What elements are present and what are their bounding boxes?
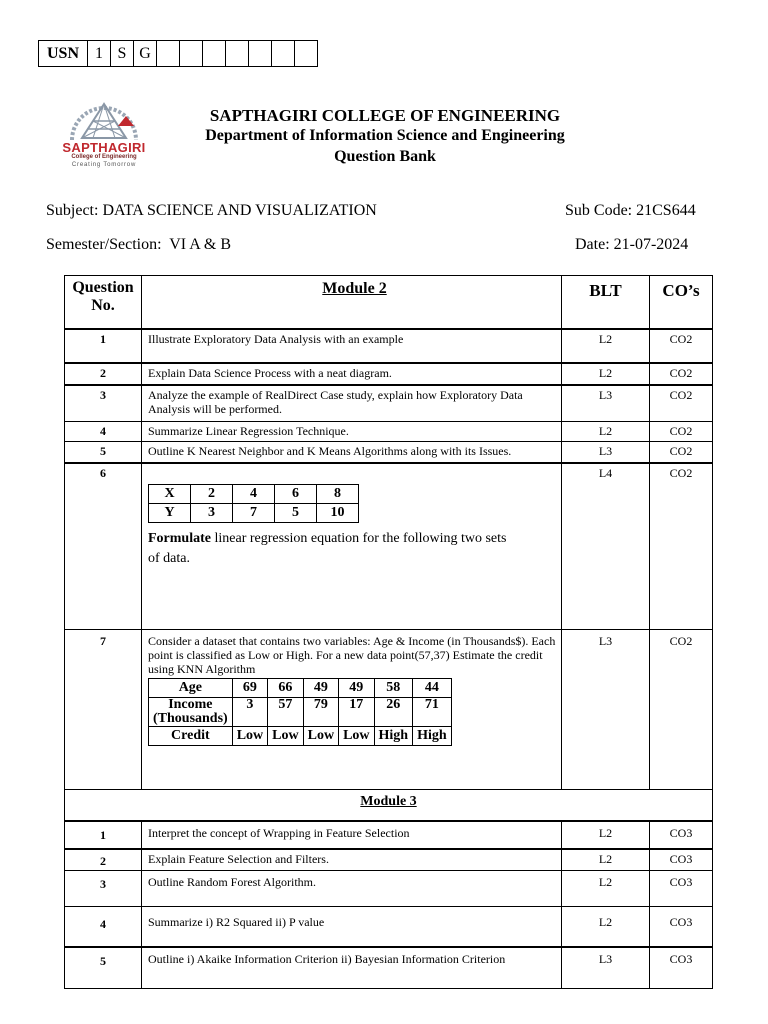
table-cell: High bbox=[374, 726, 413, 745]
table-cell: 4 bbox=[233, 485, 275, 504]
course-outcome: CO2 bbox=[650, 421, 713, 441]
question-number: 5 bbox=[65, 947, 142, 989]
blt-level: L2 bbox=[562, 849, 650, 871]
header-text: Question bbox=[72, 279, 134, 296]
question-number: 2 bbox=[65, 849, 142, 871]
table-cell: 71 bbox=[413, 697, 452, 726]
table-cell: Low bbox=[268, 726, 303, 745]
y-row bbox=[149, 504, 359, 523]
department-name: Department of Information Science and Engineering bbox=[205, 127, 565, 144]
question-number: 1 bbox=[65, 821, 142, 849]
blt-header: BLT bbox=[562, 276, 650, 330]
usn-char bbox=[157, 41, 180, 67]
xy-data-table bbox=[148, 484, 359, 523]
question-text: Explain Feature Selection and Filters. bbox=[142, 849, 562, 871]
college-name: SAPTHAGIRI COLLEGE OF ENGINEERING bbox=[209, 106, 561, 125]
blt-level: L2 bbox=[562, 421, 650, 441]
module-2-header: Module 2 bbox=[142, 276, 562, 330]
usn-box bbox=[38, 40, 318, 67]
table-cell: 17 bbox=[339, 697, 374, 726]
x-row bbox=[149, 485, 359, 504]
table-cell: 10 bbox=[317, 504, 359, 523]
blt-level: L2 bbox=[562, 821, 650, 849]
course-outcome: CO3 bbox=[650, 849, 713, 871]
table-row bbox=[65, 849, 713, 871]
table-cell: 26 bbox=[374, 697, 413, 726]
knn-data-table bbox=[148, 678, 452, 746]
course-outcome: CO3 bbox=[650, 907, 713, 947]
usn-char: 1 bbox=[88, 41, 111, 67]
question-text bbox=[142, 629, 562, 789]
date-line: Date: 21-07-2024 bbox=[575, 236, 689, 253]
question-text: Analyze the example of RealDirect Case study, explain how Exploratory Data Analysis will be performed. bbox=[142, 385, 562, 421]
question-text: Summarize i) R2 Squared ii) P value bbox=[142, 907, 562, 947]
blt-level: L3 bbox=[562, 385, 650, 421]
usn-char bbox=[203, 41, 226, 67]
blt-level: L4 bbox=[562, 463, 650, 629]
question-number: 1 bbox=[65, 329, 142, 363]
question-text: Outline Random Forest Algorithm. bbox=[142, 871, 562, 907]
course-outcome: CO2 bbox=[650, 329, 713, 363]
blt-level: L3 bbox=[562, 629, 650, 789]
usn-char bbox=[180, 41, 203, 67]
logo-tagline: Creating Tomorrow bbox=[71, 162, 137, 168]
income-unit-label: (Thousands) bbox=[153, 710, 228, 726]
income-label-cell bbox=[149, 697, 233, 726]
question-text: Interpret the concept of Wrapping in Feature Selection bbox=[142, 821, 562, 849]
blt-level: L2 bbox=[562, 907, 650, 947]
table-row bbox=[65, 329, 713, 363]
blt-level: L3 bbox=[562, 441, 650, 463]
table-cell: Credit bbox=[149, 726, 233, 745]
table-cell: 3 bbox=[232, 697, 267, 726]
table-cell: 8 bbox=[317, 485, 359, 504]
semester-section: Semester/Section: VI A & B bbox=[46, 236, 232, 253]
usn-char bbox=[272, 41, 295, 67]
question-text: Illustrate Exploratory Data Analysis with an example bbox=[142, 329, 562, 363]
blt-level: L2 bbox=[562, 363, 650, 385]
table-row bbox=[65, 629, 713, 789]
question-number: 5 bbox=[65, 441, 142, 463]
question-number: 2 bbox=[65, 363, 142, 385]
knn-question-text: Consider a dataset that contains two variables: Age & Income (in Thousands$). Each point is classified as Low or High. For a new data point(57,37) Estimate the credit using KNN Algorithm bbox=[148, 633, 556, 676]
usn-char: S bbox=[111, 41, 134, 67]
question-number: 7 bbox=[65, 629, 142, 789]
formulate-instruction bbox=[148, 529, 518, 569]
question-no-header bbox=[65, 276, 142, 330]
table-cell: 69 bbox=[232, 678, 267, 697]
table-cell: 2 bbox=[191, 485, 233, 504]
table-cell: 6 bbox=[275, 485, 317, 504]
table-cell: Low bbox=[339, 726, 374, 745]
table-row bbox=[65, 463, 713, 629]
formulate-text: linear regression equation for the following two sets of data. bbox=[148, 531, 507, 566]
table-cell: 3 bbox=[191, 504, 233, 523]
table-cell: 7 bbox=[233, 504, 275, 523]
usn-char bbox=[226, 41, 249, 67]
usn-char: G bbox=[134, 41, 157, 67]
age-row bbox=[149, 678, 452, 697]
logo-subtitle: College of Engineering bbox=[71, 154, 137, 160]
question-text: Outline i) Akaike Information Criterion ii) Bayesian Information Criterion bbox=[142, 947, 562, 989]
question-number: 4 bbox=[65, 907, 142, 947]
course-outcome: CO2 bbox=[650, 441, 713, 463]
table-header-row bbox=[65, 276, 713, 330]
credit-row bbox=[149, 726, 452, 745]
course-outcome: CO2 bbox=[650, 629, 713, 789]
subject-line: Subject: DATA SCIENCE AND VISUALIZATION bbox=[46, 202, 377, 219]
table-cell: 79 bbox=[303, 697, 338, 726]
question-number: 3 bbox=[65, 385, 142, 421]
table-row bbox=[65, 363, 713, 385]
table-row bbox=[65, 385, 713, 421]
course-outcome: CO3 bbox=[650, 821, 713, 849]
table-cell: 49 bbox=[303, 678, 338, 697]
table-cell: 5 bbox=[275, 504, 317, 523]
table-cell: Y bbox=[149, 504, 191, 523]
question-text: Outline K Nearest Neighbor and K Means Algorithms along with its Issues. bbox=[142, 441, 562, 463]
cos-header: CO’s bbox=[650, 276, 713, 330]
module-3-title: Module 3 bbox=[65, 789, 713, 821]
course-outcome: CO3 bbox=[650, 871, 713, 907]
income-label: Income bbox=[168, 696, 213, 712]
question-text: Summarize Linear Regression Technique. bbox=[142, 421, 562, 441]
table-cell: Low bbox=[232, 726, 267, 745]
question-text bbox=[142, 463, 562, 629]
sub-code: Sub Code: 21CS644 bbox=[565, 202, 696, 219]
table-row bbox=[65, 821, 713, 849]
usn-char bbox=[295, 41, 318, 67]
module-3-header-row bbox=[65, 789, 713, 821]
question-table bbox=[64, 275, 713, 989]
table-cell: 57 bbox=[268, 697, 303, 726]
table-row bbox=[65, 871, 713, 907]
question-text: Explain Data Science Process with a neat diagram. bbox=[142, 363, 562, 385]
question-number: 6 bbox=[65, 463, 142, 629]
table-cell: 58 bbox=[374, 678, 413, 697]
logo-brand-text: SAPTHAGIRI bbox=[62, 140, 146, 155]
table-cell: X bbox=[149, 485, 191, 504]
income-row bbox=[149, 697, 452, 726]
usn-char bbox=[249, 41, 272, 67]
table-cell: 44 bbox=[413, 678, 452, 697]
table-cell: Age bbox=[149, 678, 233, 697]
document-type: Question Bank bbox=[334, 148, 436, 165]
table-row bbox=[65, 907, 713, 947]
course-outcome: CO3 bbox=[650, 947, 713, 989]
table-cell: High bbox=[413, 726, 452, 745]
table-row bbox=[65, 947, 713, 989]
blt-level: L3 bbox=[562, 947, 650, 989]
course-outcome: CO2 bbox=[650, 385, 713, 421]
table-cell: Low bbox=[303, 726, 338, 745]
course-outcome: CO2 bbox=[650, 463, 713, 629]
blt-level: L2 bbox=[562, 329, 650, 363]
table-row bbox=[65, 441, 713, 463]
formulate-keyword: Formulate bbox=[148, 531, 211, 546]
table-row bbox=[65, 421, 713, 441]
table-cell: 66 bbox=[268, 678, 303, 697]
course-outcome: CO2 bbox=[650, 363, 713, 385]
blt-level: L2 bbox=[562, 871, 650, 907]
usn-label: USN bbox=[39, 41, 88, 67]
question-number: 3 bbox=[65, 871, 142, 907]
header-text: No. bbox=[91, 297, 115, 314]
table-cell: 49 bbox=[339, 678, 374, 697]
question-number: 4 bbox=[65, 421, 142, 441]
